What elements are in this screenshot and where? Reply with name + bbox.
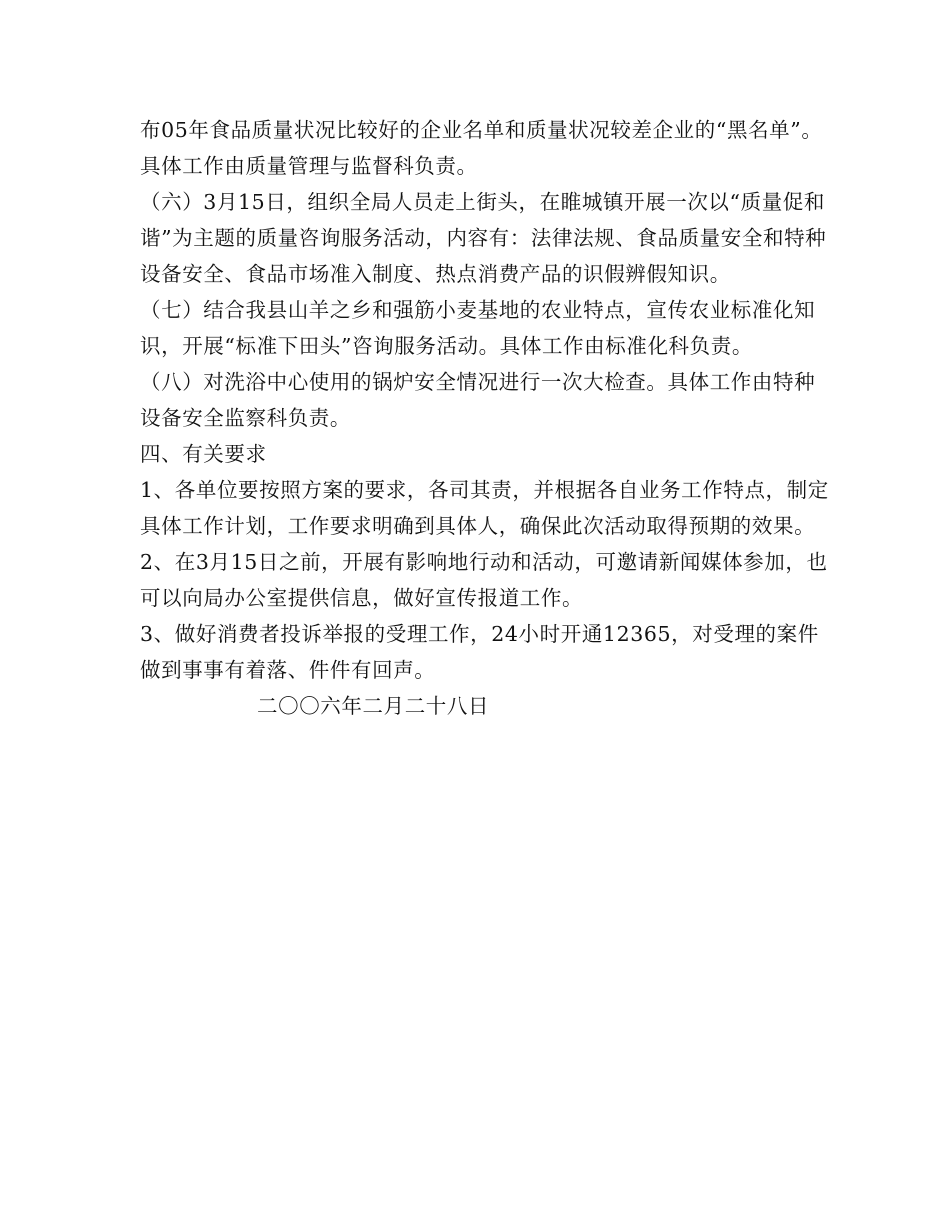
document-date: 二〇〇六年二月二十八日 — [257, 694, 490, 718]
section-heading-requirements: 四、有关要求 — [140, 442, 267, 466]
requirement-3: 3、做好消费者投诉举报的受理工作，24小时开通12365，对受理的案件做到事事有着落、件件有回声。 — [140, 622, 819, 682]
document-body — [140, 112, 830, 724]
requirement-1: 1、各单位要按照方案的要求，各司其责，并根据各自业务工作特点，制定具体工作计划，工作要求明确到具体人，确保此次活动取得预期的效果。 — [140, 478, 829, 538]
paragraph-item-6: （六）3月15日，组织全局人员走上街头，在睢城镇开展一次以“质量促和谐”为主题的质量咨询服务活动，内容有：法律法规、食品质量安全和特种设备安全、食品市场准入制度、热点消费产品的识假辨假知识。 — [140, 190, 827, 286]
paragraph-item-7: （七）结合我县山羊之乡和强筋小麦基地的农业特点，宣传农业标准化知识，开展“标准下田头”咨询服务活动。具体工作由标准化科负责。 — [140, 298, 816, 358]
paragraph-item-8: （八）对洗浴中心使用的锅炉安全情况进行一次大检查。具体工作由特种设备安全监察科负责。 — [140, 370, 816, 430]
requirement-2: 2、在3月15日之前，开展有影响地行动和活动，可邀请新闻媒体参加，也可以向局办公室提供信息，做好宣传报道工作。 — [140, 550, 828, 610]
paragraph-blacklist: 布05年食品质量状况比较好的企业名单和质量状况较差企业的“黑名单”。具体工作由质量管理与监督科负责。 — [140, 118, 823, 178]
